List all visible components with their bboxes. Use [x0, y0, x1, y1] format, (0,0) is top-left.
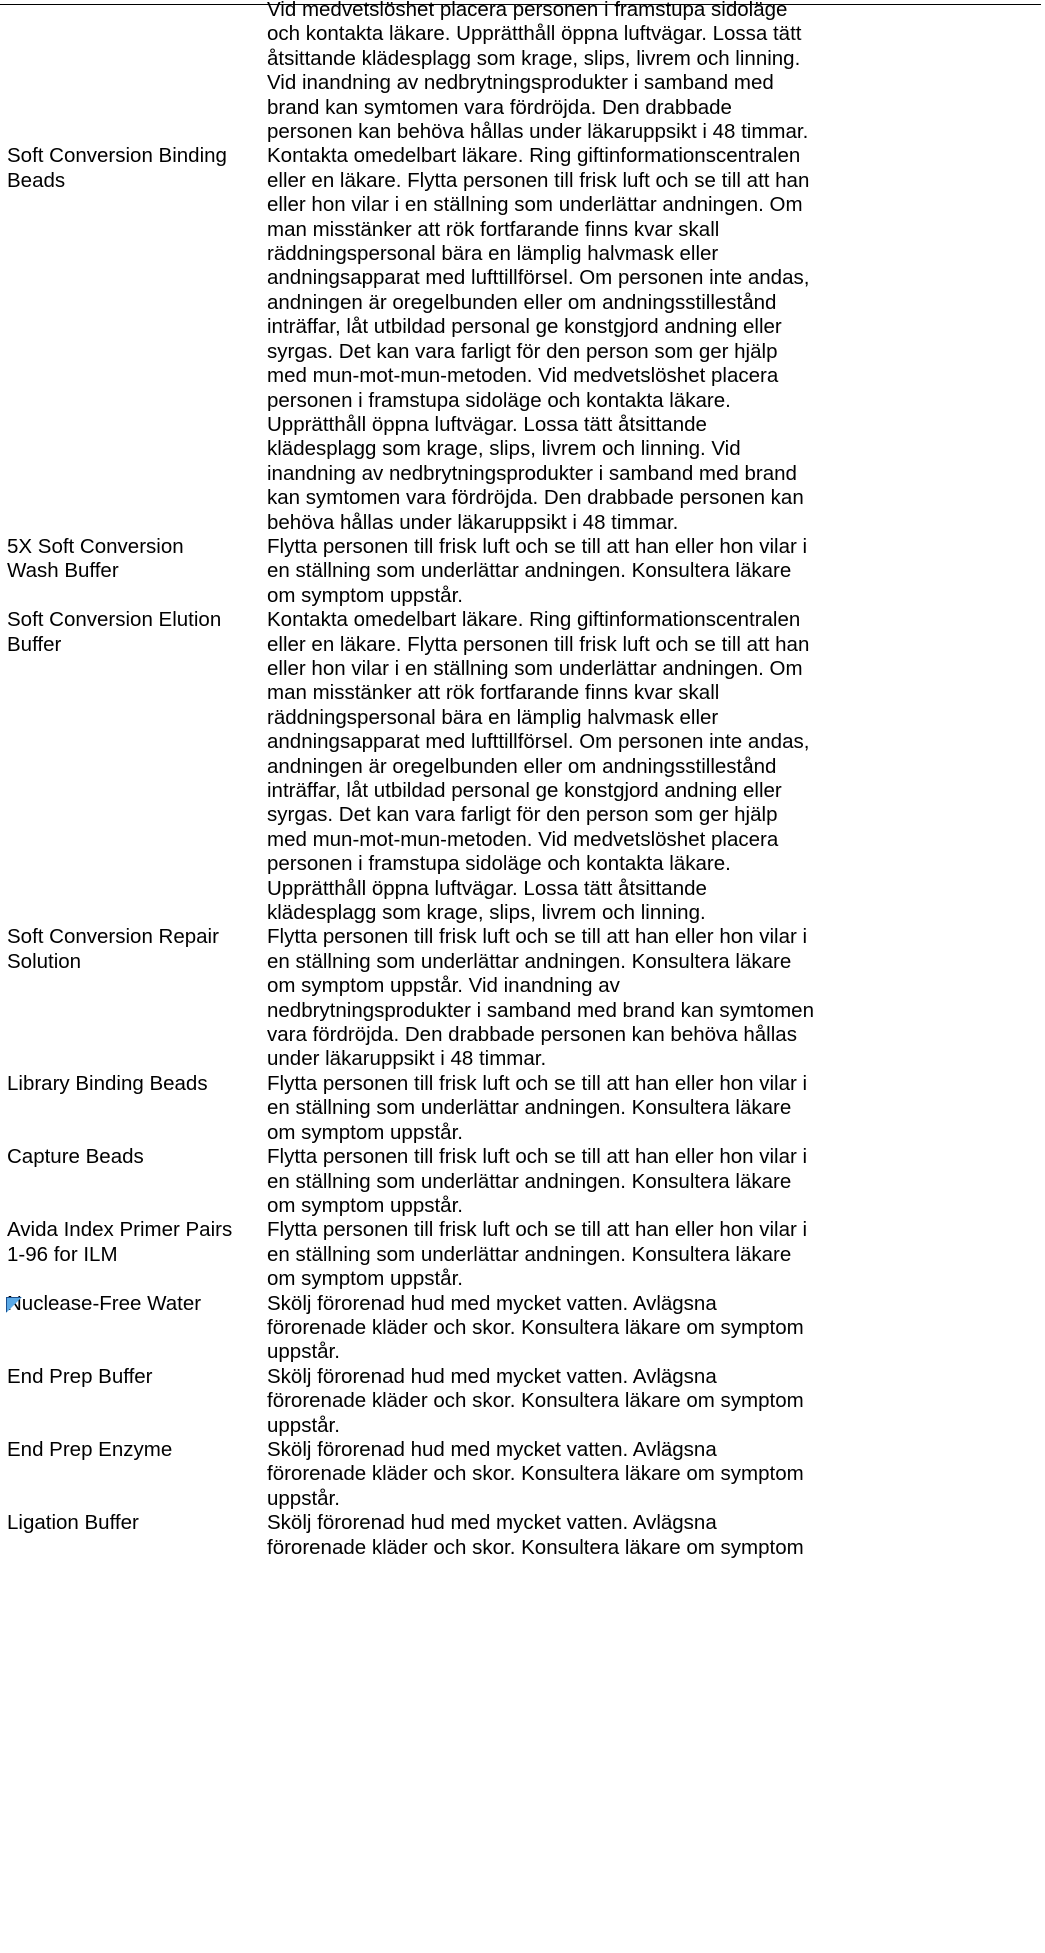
first-aid-measures-text: Kontakta omedelbart läkare. Ring giftinformationscentralen eller en läkare. Flytta personen till frisk luft och se till att han eller hon vilar i en ställning som underlättar andningen. Om man misstänker att rök fortfarande finns kvar skall räddningspersonal bära en lämplig halvmask eller andningsapparat med lufttillförsel. Om personen inte andas, andningen är oregelbunden eller om andningsstillestånd inträffar, låt utbildad personal ge konstgjord andning eller syrgas. Det kan vara farligt för den person som ger hjälp med mun-mot-mun-metoden. Vid medvetslöshet placera personen i framstupa sidoläge och kontakta läkare. Upprätthåll öppna luftvägar. Lossa tätt åtsittande klädesplagg som krage, slips, livrem och linning. Vid inandning av nedbrytningsprodukter i samband med brand kan symtomen vara fördröjda. Den drabbade personen kan behöva hållas under läkaruppsikt i 48 timmar. [267, 144, 810, 534]
table-row [7, 1218, 1041, 1291]
first-aid-measures-text: Flytta personen till frisk luft och se till att han eller hon vilar i en ställning som underlättar andningen. Konsultera läkare om symptom uppstår. [267, 534, 808, 607]
product-name: Capture Beads [7, 1145, 144, 1169]
first-aid-measures-text: Skölj förorenad hud med mycket vatten. Avlägsna förorenade kläder och skor. Konsultera läkare om symptom uppstår. [267, 1291, 804, 1364]
product-name-cell [7, 608, 267, 925]
first-aid-measures-text: Skölj förorenad hud med mycket vatten. Avlägsna förorenade kläder och skor. Konsultera läkare om symptom [267, 1511, 804, 1559]
product-name: End Prep Buffer [7, 1364, 153, 1388]
first-aid-measures-text: Flytta personen till frisk luft och se till att han eller hon vilar i en ställning som underlättar andningen. Konsultera läkare om symptom uppstår. [267, 1071, 808, 1144]
product-name-cell [7, 1218, 267, 1291]
table-row [7, 925, 1041, 1071]
table-row [7, 0, 1041, 144]
table-row [7, 1365, 1041, 1438]
first-aid-measures-text: Skölj förorenad hud med mycket vatten. Avlägsna förorenade kläder och skor. Konsultera läkare om symptom uppstår. [267, 1437, 804, 1510]
comment-marker-icon[interactable] [6, 1297, 22, 1313]
product-name: Library Binding Beads [7, 1071, 208, 1095]
product-name-cell [7, 1438, 267, 1511]
first-aid-table [7, 0, 1041, 1560]
product-name-cell [7, 1145, 267, 1218]
product-name-cell [7, 925, 267, 1071]
product-name-cell [7, 0, 267, 144]
product-name: Avida Index Primer Pairs 1-96 for ILM [7, 1218, 233, 1266]
table-row [7, 535, 1041, 608]
first-aid-rows [7, 0, 1041, 1560]
table-row [7, 1511, 1041, 1560]
product-name-cell [7, 1072, 267, 1145]
first-aid-measures-text: Skölj förorenad hud med mycket vatten. Avlägsna förorenade kläder och skor. Konsultera läkare om symptom uppstår. [267, 1364, 804, 1437]
table-row [7, 144, 1041, 535]
product-name-cell [7, 535, 267, 608]
product-name: Soft Conversion Binding Beads [7, 144, 227, 192]
product-name: Soft Conversion Repair Solution [7, 925, 219, 973]
table-row [7, 608, 1041, 925]
product-name-cell [7, 1511, 267, 1560]
first-aid-measures-text: Flytta personen till frisk luft och se till att han eller hon vilar i en ställning som underlättar andningen. Konsultera läkare om symptom uppstår. Vid inandning av nedbrytningsprodukter i samband med brand kan symtomen vara fördröjda. Den drabbade personen kan behöva hållas under läkaruppsikt i 48 timmar. [267, 925, 814, 1071]
first-aid-measures-text: Vid medvetslöshet placera personen i framstupa sidoläge och kontakta läkare. Upprätthåll öppna luftvägar. Lossa tätt åtsittande klädesplagg som krage, slips, livrem och linning. Vid inandning av nedbrytningsprodukter i samband med brand kan symtomen vara fördröjda. Den drabbade personen kan behöva hållas under läkaruppsikt i 48 timmar. [267, 0, 809, 144]
first-aid-measures-text: Kontakta omedelbart läkare. Ring giftinformationscentralen eller en läkare. Flytta personen till frisk luft och se till att han eller hon vilar i en ställning som underlättar andningen. Om man misstänker att rök fortfarande finns kvar skall räddningspersonal bära en lämplig halvmask eller andningsapparat med lufttillförsel. Om personen inte andas, andningen är oregelbunden eller om andningsstillestånd inträffar, låt utbildad personal ge konstgjord andning eller syrgas. Det kan vara farligt för den person som ger hjälp med mun-mot-mun-metoden. Vid medvetslöshet placera personen i framstupa sidoläge och kontakta läkare. Upprätthåll öppna luftvägar. Lossa tätt åtsittande klädesplagg som krage, slips, livrem och linning. [267, 608, 810, 925]
product-name: 5X Soft Conversion Wash Buffer [7, 534, 184, 583]
table-row [7, 1072, 1041, 1145]
table-row [7, 1438, 1041, 1511]
product-name: End Prep Enzyme [7, 1437, 173, 1461]
table-row [7, 1292, 1041, 1365]
product-name-cell [7, 144, 267, 535]
first-aid-measures-text: Flytta personen till frisk luft och se till att han eller hon vilar i en ställning som underlättar andningen. Konsultera läkare om symptom uppstår. [267, 1145, 808, 1217]
product-name-cell [7, 1365, 267, 1438]
table-row [7, 1145, 1041, 1218]
product-name: Nuclease-Free Water [7, 1291, 202, 1315]
product-name-cell [7, 1292, 267, 1365]
product-name: Soft Conversion Elution Buffer [7, 608, 222, 656]
product-name: Ligation Buffer [7, 1511, 139, 1535]
first-aid-measures-text: Flytta personen till frisk luft och se till att han eller hon vilar i en ställning som underlättar andningen. Konsultera läkare om symptom uppstår. [267, 1218, 808, 1291]
